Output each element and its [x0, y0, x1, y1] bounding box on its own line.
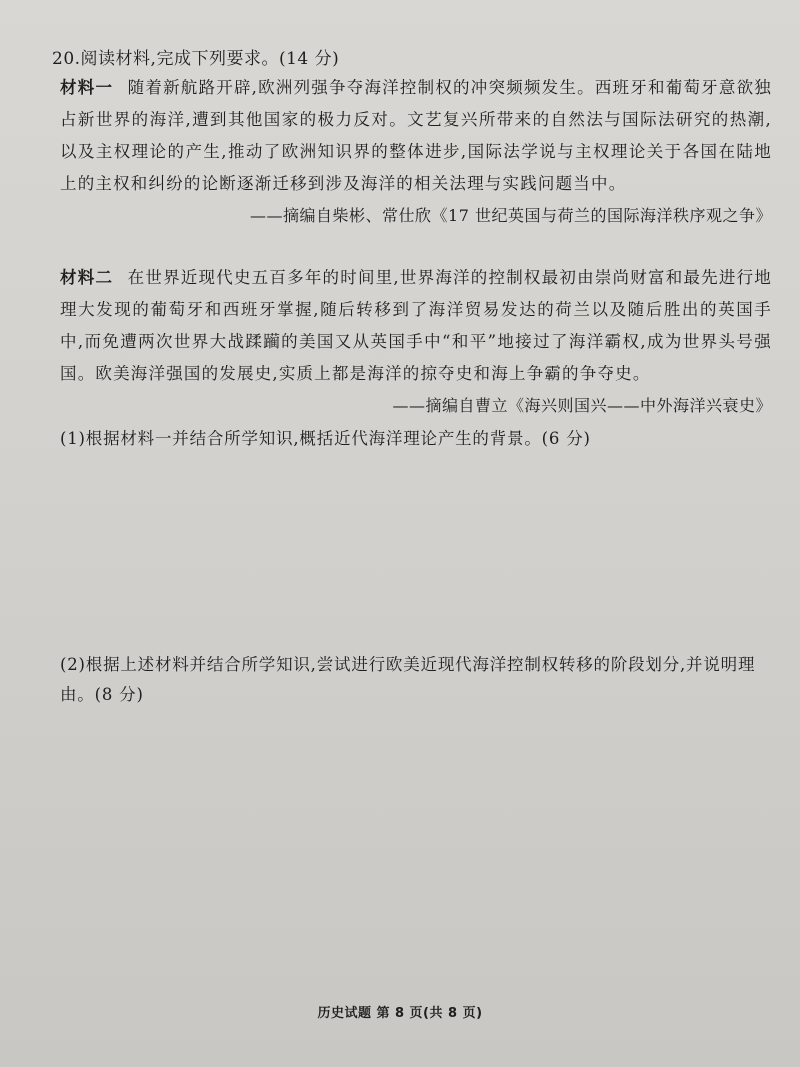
sub-question-2: (2)根据上述材料并结合所学知识,尝试进行欧美近现代海洋控制权转移的阶段划分,并说明理由。(8 分): [60, 655, 756, 704]
material-one-paragraph: [60, 72, 772, 200]
material-two-paragraph: [60, 262, 772, 390]
sub-question-1: (1)根据材料一并结合所学知识,概括近代海洋理论产生的背景。(6 分): [60, 429, 591, 448]
question-title: 20.阅读材料,完成下列要求。(14 分): [52, 49, 340, 69]
material-one-source: ——摘编自柴彬、常仕欣《17 世纪英国与荷兰的国际海洋秩序观之争》: [250, 206, 772, 225]
material-one-label: 材料一: [60, 78, 114, 97]
material-one: [60, 72, 772, 232]
page-footer: 历史试题 第 8 页(共 8 页): [317, 1006, 483, 1021]
material-one-text: 随着新航路开辟,欧洲列强争夺海洋控制权的冲突频频发生。西班牙和葡萄牙意欲独占新世界的海洋,遭到其他国家的极力反对。文艺复兴所带来的自然法与国际法研究的热潮,以及主权理论的产生,推动了欧洲知识界的整体进步,国际法学说与主权理论关于各国在陆地上的主权和纠纷的论断逐渐迁移到涉及海洋的相关法理与实践问题当中。: [60, 78, 772, 193]
material-two: [60, 262, 772, 422]
material-two-text: 在世界近现代史五百多年的时间里,世界海洋的控制权最初由崇尚财富和最先进行地理大发现的葡萄牙和西班牙掌握,随后转移到了海洋贸易发达的荷兰以及随后胜出的英国手中,而免遭两次世界大战蹂躏的美国又从英国手中“和平”地接过了海洋霸权,成为世界头号强国。欧美海洋强国的发展史,实质上都是海洋的掠夺史和海上争霸的争夺史。: [60, 268, 772, 383]
material-two-source: ——摘编自曹立《海兴则国兴——中外海洋兴衰史》: [392, 396, 772, 415]
material-two-label: 材料二: [60, 268, 114, 287]
